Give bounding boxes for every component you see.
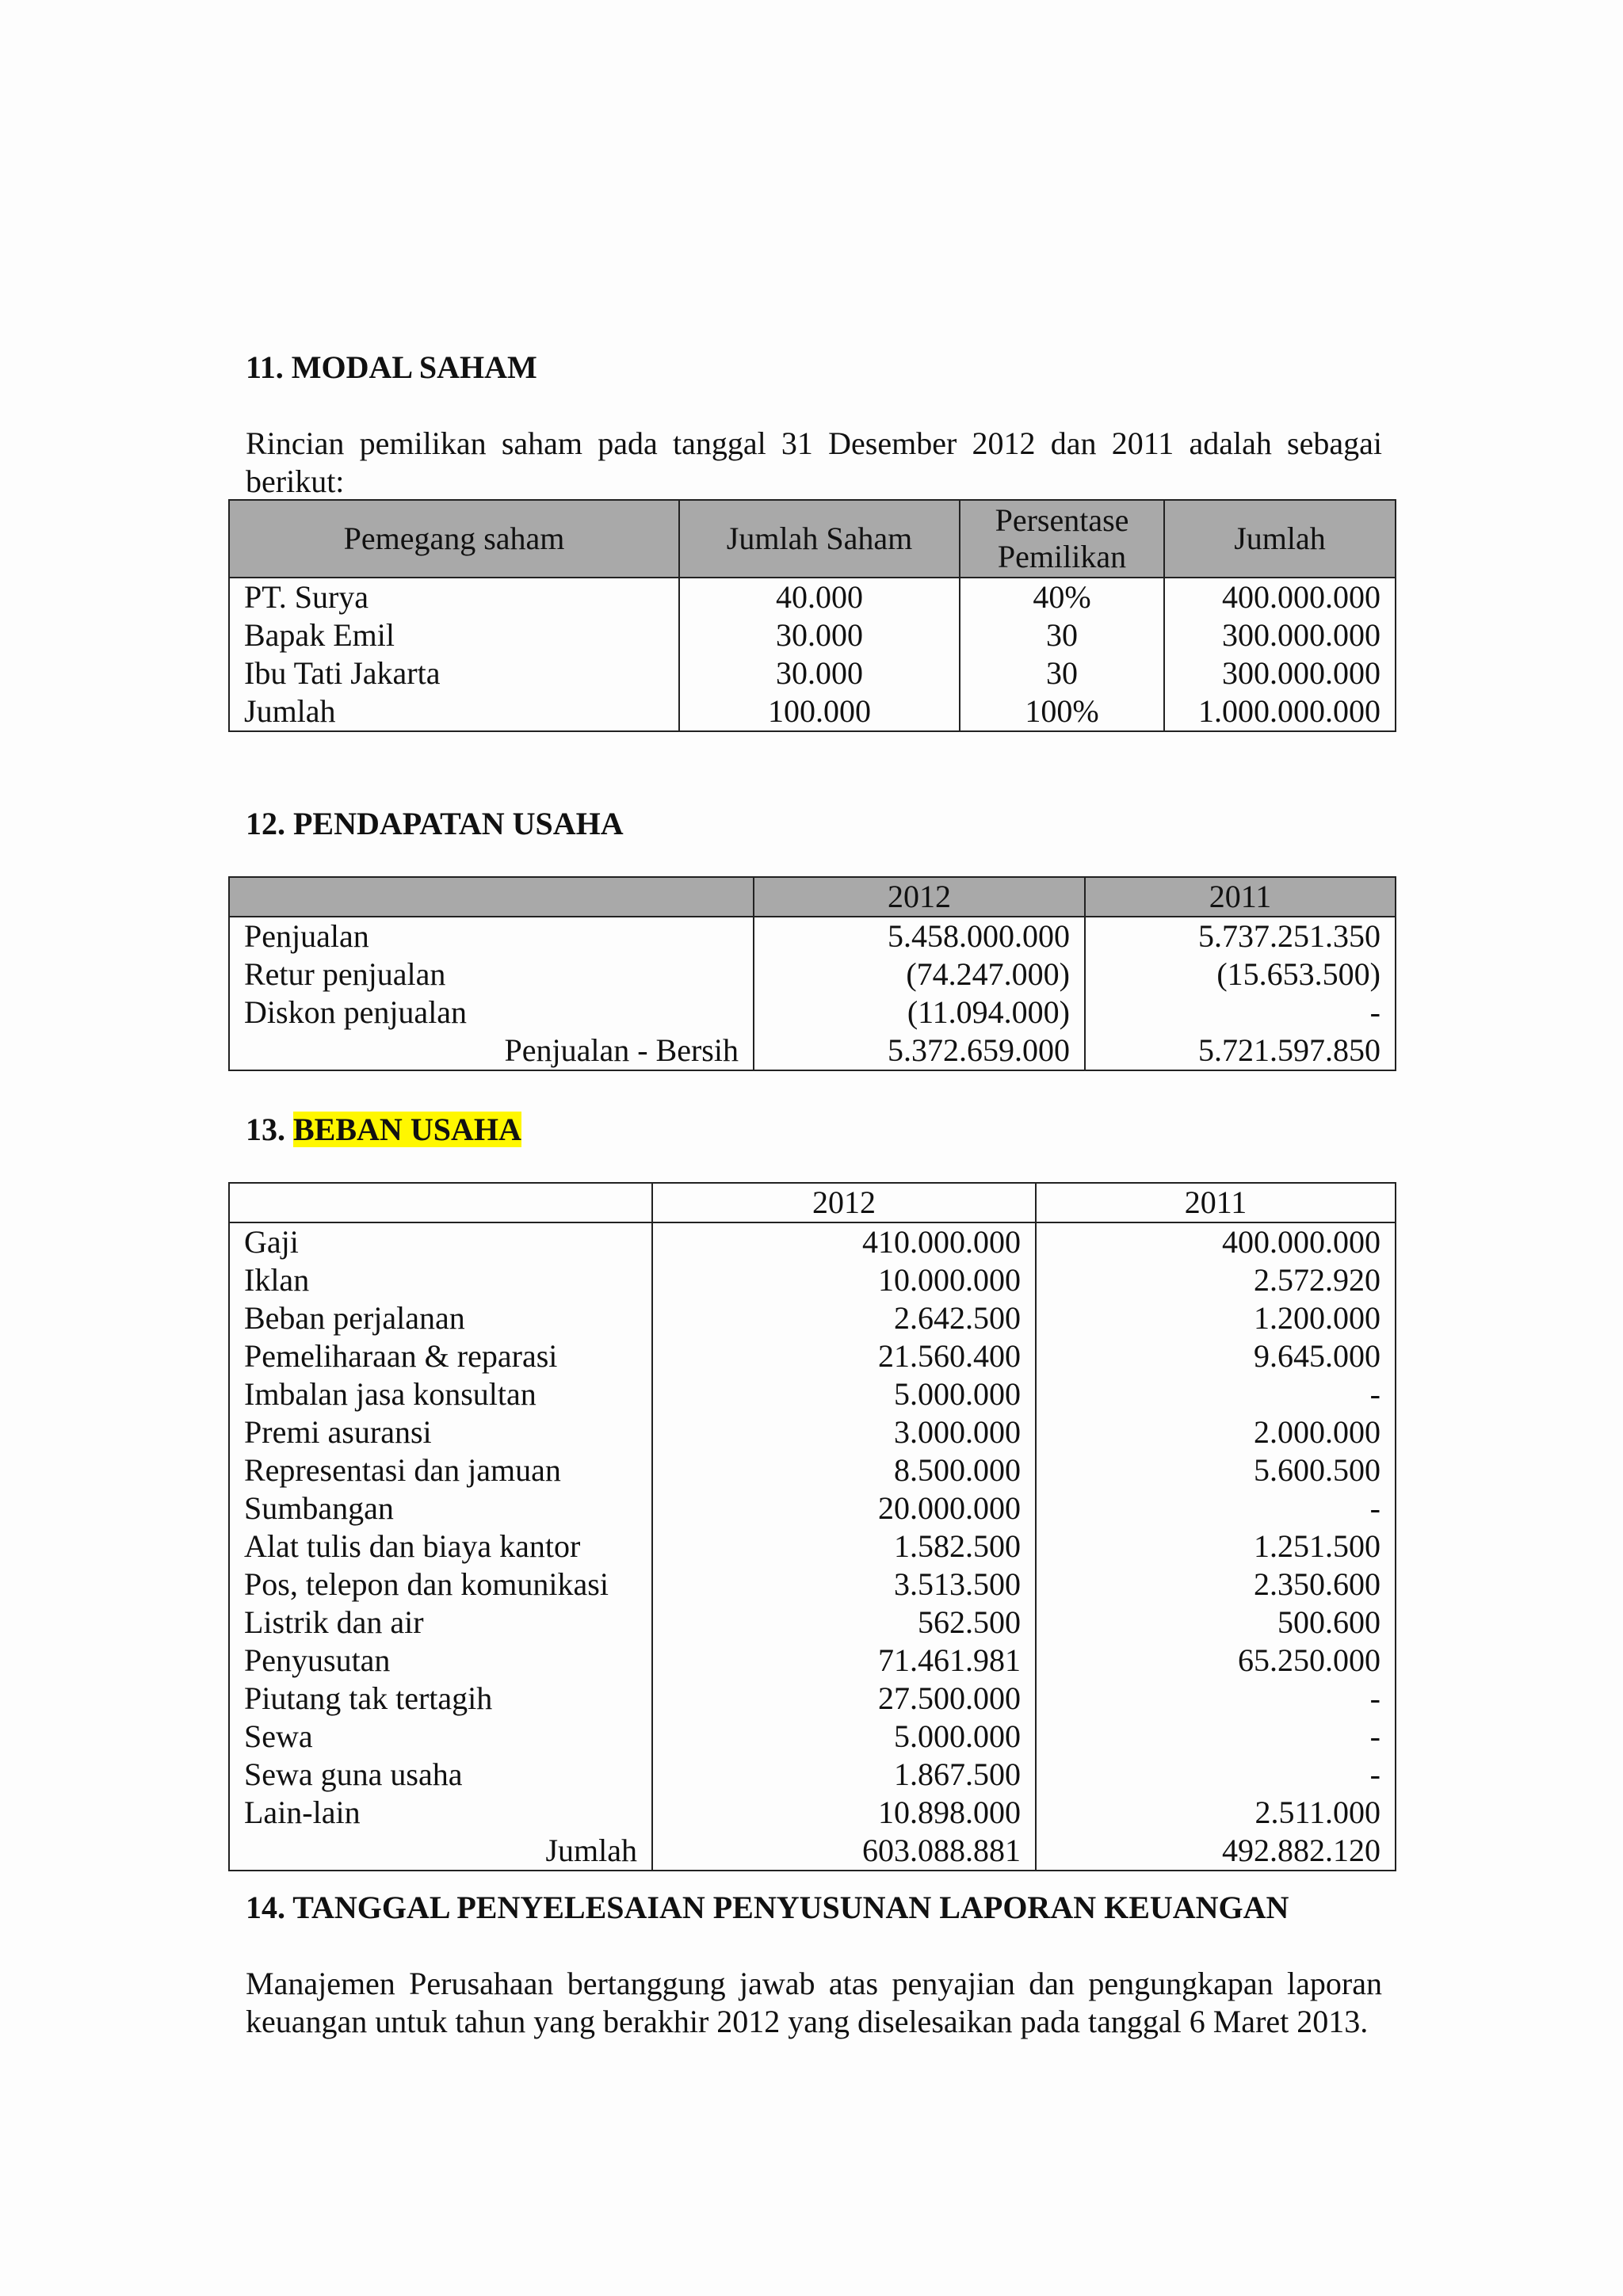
table-row xyxy=(229,1451,1396,1489)
value-2012: 410.000.000 xyxy=(652,1222,1036,1261)
total-2012: 603.088.881 xyxy=(652,1832,1036,1871)
expense-label: Gaji xyxy=(229,1222,652,1261)
value-2011: 65.250.000 xyxy=(1036,1642,1396,1680)
table-row xyxy=(229,1337,1396,1375)
operating-expense-table xyxy=(228,1182,1396,1871)
table-row xyxy=(229,1794,1396,1832)
value-2012: 10.000.000 xyxy=(652,1261,1036,1299)
value-2012: 20.000.000 xyxy=(652,1489,1036,1527)
table-row xyxy=(229,578,1396,616)
table-row xyxy=(229,955,1396,994)
revenue-table xyxy=(228,876,1396,1071)
total-label: Jumlah xyxy=(229,1832,652,1871)
value-2011: 9.645.000 xyxy=(1036,1337,1396,1375)
value-2011: - xyxy=(1036,1489,1396,1527)
table-row xyxy=(229,1261,1396,1299)
table-row xyxy=(229,1604,1396,1642)
value-2012: 8.500.000 xyxy=(652,1451,1036,1489)
share-count: 30.000 xyxy=(679,654,960,692)
ownership-pct: 40% xyxy=(960,578,1164,616)
row-label: Retur penjualan xyxy=(229,955,754,994)
table-row xyxy=(229,1642,1396,1680)
table-row xyxy=(229,1566,1396,1604)
expense-label: Representasi dan jamuan xyxy=(229,1451,652,1489)
table-row xyxy=(229,1756,1396,1794)
value-2012: (11.094.000) xyxy=(754,994,1085,1032)
value-2012: 21.560.400 xyxy=(652,1337,1036,1375)
expense-label: Premi asuransi xyxy=(229,1413,652,1451)
col-header-2011: 2011 xyxy=(1085,877,1396,917)
col-header-amount: Jumlah xyxy=(1164,500,1396,578)
value-2012: 1.867.500 xyxy=(652,1756,1036,1794)
value-2011: 1.251.500 xyxy=(1036,1527,1396,1566)
value-2011: 5.737.251.350 xyxy=(1085,917,1396,955)
value-2011: - xyxy=(1036,1680,1396,1718)
table-row xyxy=(229,1718,1396,1756)
col-header-ownership-pct-line2: Pemilikan xyxy=(997,539,1127,574)
value-2011: 2.511.000 xyxy=(1036,1794,1396,1832)
value-2012: (74.247.000) xyxy=(754,955,1085,994)
value-2012: 10.898.000 xyxy=(652,1794,1036,1832)
ownership-pct: 30 xyxy=(960,616,1164,654)
expense-label: Imbalan jasa konsultan xyxy=(229,1375,652,1413)
value-2012: 5.458.000.000 xyxy=(754,917,1085,955)
shareholder-table xyxy=(228,499,1396,732)
total-2011: 5.721.597.850 xyxy=(1085,1032,1396,1070)
table-header-row xyxy=(229,500,1396,578)
table-total-row xyxy=(229,692,1396,731)
section-13-number: 13. xyxy=(246,1112,285,1147)
expense-label: Iklan xyxy=(229,1261,652,1299)
expense-label: Sumbangan xyxy=(229,1489,652,1527)
table-row xyxy=(229,616,1396,654)
value-2011: 1.200.000 xyxy=(1036,1299,1396,1337)
value-2012: 3.513.500 xyxy=(652,1566,1036,1604)
section-13-heading xyxy=(246,1111,521,1149)
col-header-ownership-pct-line1: Persentase xyxy=(995,502,1129,538)
value-2011: - xyxy=(1085,994,1396,1032)
table-row xyxy=(229,1527,1396,1566)
value-2012: 562.500 xyxy=(652,1604,1036,1642)
expense-label: Lain-lain xyxy=(229,1794,652,1832)
expense-label: Penyusutan xyxy=(229,1642,652,1680)
table-row xyxy=(229,1299,1396,1337)
value-2012: 27.500.000 xyxy=(652,1680,1036,1718)
table-total-row xyxy=(229,1032,1396,1070)
expense-label: Sewa guna usaha xyxy=(229,1756,652,1794)
value-2011: 2.572.920 xyxy=(1036,1261,1396,1299)
table-row xyxy=(229,1489,1396,1527)
col-header-2012: 2012 xyxy=(652,1183,1036,1222)
share-count: 30.000 xyxy=(679,616,960,654)
expense-label: Listrik dan air xyxy=(229,1604,652,1642)
value-2011: 2.000.000 xyxy=(1036,1413,1396,1451)
expense-rows xyxy=(229,1222,1396,1871)
section-14-heading: 14. TANGGAL PENYELESAIAN PENYUSUNAN LAPORAN KEUANGAN xyxy=(246,1890,1289,1925)
expense-label: Piutang tak tertagih xyxy=(229,1680,652,1718)
row-label: Penjualan xyxy=(229,917,754,955)
section-14-text: Manajemen Perusahaan bertanggung jawab atas penyajian dan pengungkapan laporan keuangan untuk tahun yang berakhir 2012 yang diselesaikan pada tanggal 6 Maret 2013. xyxy=(246,1966,1382,2039)
row-label: Diskon penjualan xyxy=(229,994,754,1032)
value-2011: 400.000.000 xyxy=(1036,1222,1396,1261)
value-2011: (15.653.500) xyxy=(1085,955,1396,994)
shareholder-name: Ibu Tati Jakarta xyxy=(229,654,679,692)
section-11-intro: Rincian pemilikan saham pada tanggal 31 Desember 2012 dan 2011 adalah sebagai berikut: xyxy=(246,425,1382,499)
share-amount: 400.000.000 xyxy=(1164,578,1396,616)
value-2012: 1.582.500 xyxy=(652,1527,1036,1566)
expense-label: Pemeliharaan & reparasi xyxy=(229,1337,652,1375)
col-header-shareholder: Pemegang saham xyxy=(229,500,679,578)
shareholder-name: Jumlah xyxy=(229,692,679,731)
value-2012: 3.000.000 xyxy=(652,1413,1036,1451)
value-2011: - xyxy=(1036,1375,1396,1413)
shareholder-name: PT. Surya xyxy=(229,578,679,616)
value-2012: 5.000.000 xyxy=(652,1718,1036,1756)
share-amount: 300.000.000 xyxy=(1164,654,1396,692)
share-amount: 300.000.000 xyxy=(1164,616,1396,654)
value-2011: 2.350.600 xyxy=(1036,1566,1396,1604)
ownership-pct: 100% xyxy=(960,692,1164,731)
col-header-shares: Jumlah Saham xyxy=(679,500,960,578)
table-row xyxy=(229,994,1396,1032)
col-header-blank xyxy=(229,877,754,917)
expense-label: Alat tulis dan biaya kantor xyxy=(229,1527,652,1566)
table-total-row xyxy=(229,1832,1396,1871)
table-row xyxy=(229,1222,1396,1261)
section-11-heading: 11. MODAL SAHAM xyxy=(246,349,537,385)
value-2011: 5.600.500 xyxy=(1036,1451,1396,1489)
expense-label: Sewa xyxy=(229,1718,652,1756)
expense-label: Beban perjalanan xyxy=(229,1299,652,1337)
total-2011: 492.882.120 xyxy=(1036,1832,1396,1871)
expense-label: Pos, telepon dan komunikasi xyxy=(229,1566,652,1604)
value-2012: 2.642.500 xyxy=(652,1299,1036,1337)
table-row xyxy=(229,917,1396,955)
col-header-blank xyxy=(229,1183,652,1222)
col-header-2012: 2012 xyxy=(754,877,1085,917)
col-header-ownership-pct xyxy=(960,500,1164,578)
section-12-heading: 12. PENDAPATAN USAHA xyxy=(246,806,624,841)
share-count: 40.000 xyxy=(679,578,960,616)
value-2011: - xyxy=(1036,1756,1396,1794)
table-row xyxy=(229,1375,1396,1413)
ownership-pct: 30 xyxy=(960,654,1164,692)
table-row xyxy=(229,1413,1396,1451)
total-2012: 5.372.659.000 xyxy=(754,1032,1085,1070)
total-label: Penjualan - Bersih xyxy=(229,1032,754,1070)
col-header-2011: 2011 xyxy=(1036,1183,1396,1222)
shareholder-name: Bapak Emil xyxy=(229,616,679,654)
table-header-row xyxy=(229,877,1396,917)
section-13-title-highlighted: BEBAN USAHA xyxy=(293,1112,521,1147)
share-amount: 1.000.000.000 xyxy=(1164,692,1396,731)
value-2012: 5.000.000 xyxy=(652,1375,1036,1413)
table-row xyxy=(229,654,1396,692)
value-2011: 500.600 xyxy=(1036,1604,1396,1642)
table-header-row xyxy=(229,1183,1396,1222)
value-2011: - xyxy=(1036,1718,1396,1756)
share-count: 100.000 xyxy=(679,692,960,731)
value-2012: 71.461.981 xyxy=(652,1642,1036,1680)
table-row xyxy=(229,1680,1396,1718)
